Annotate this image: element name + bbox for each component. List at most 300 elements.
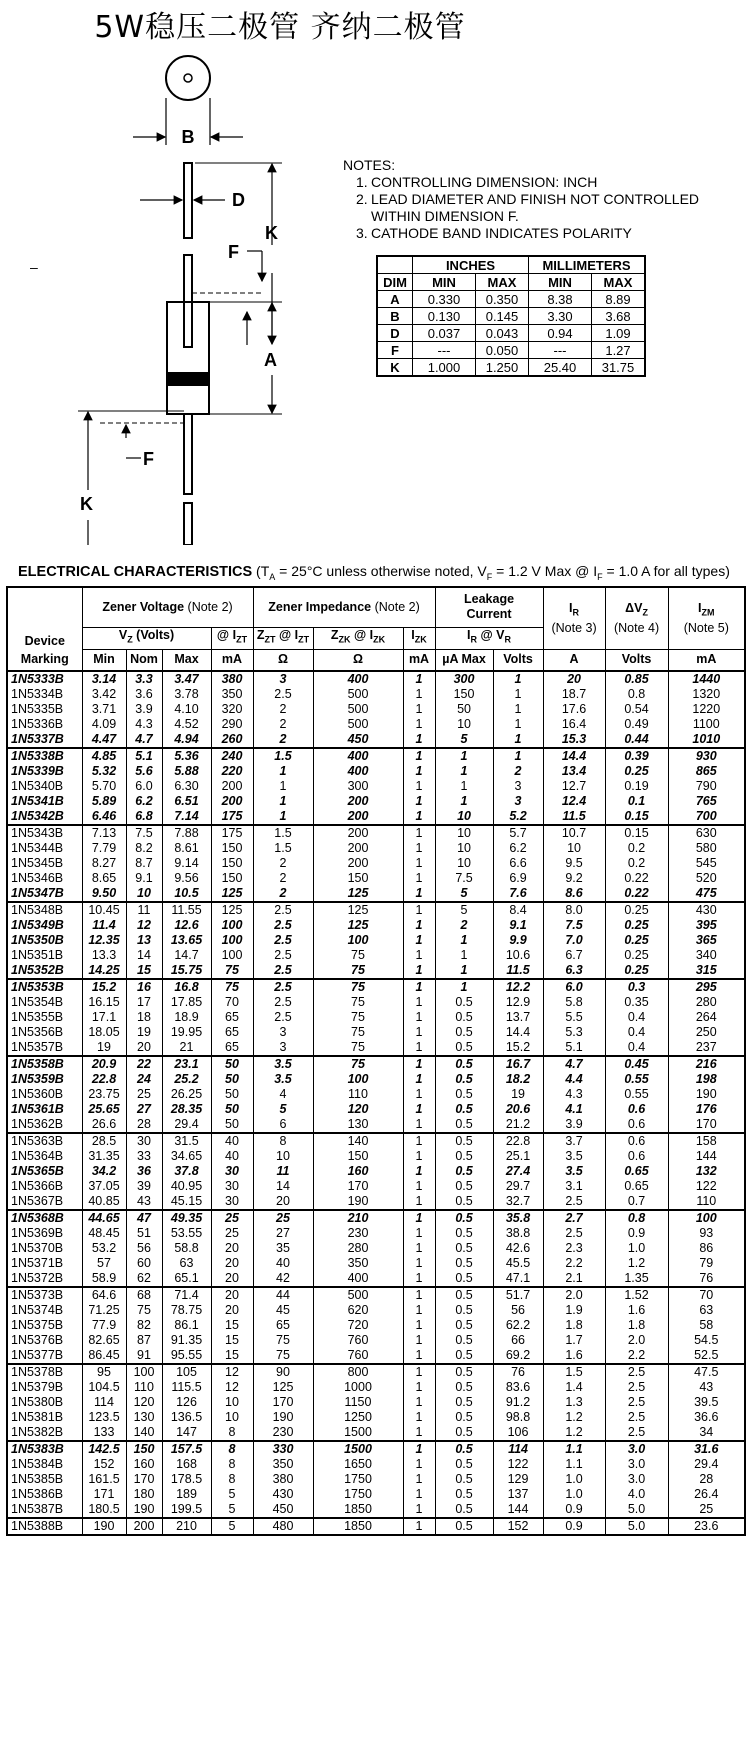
ec-cell: 18.7 [543,687,605,702]
ec-cell: 0.5 [435,1194,493,1210]
dim-value: 0.050 [476,342,529,359]
ec-cell: 43 [126,1194,162,1210]
ec-cell: 1250 [313,1410,403,1425]
device-marking: 1N5338B [7,748,82,764]
ec-table-row [7,1102,745,1117]
ec-cell: 17.85 [162,995,211,1010]
ec-cell: 12.6 [162,918,211,933]
ec-cell: 1 [493,748,543,764]
ec-cell: 500 [313,687,403,702]
ec-cell: 125 [211,886,253,902]
ec-table-row [7,1164,745,1179]
ec-cell: 2.5 [253,979,313,995]
ec-cell: 75 [313,995,403,1010]
ec-cell: 1 [435,779,493,794]
ec-cell: 0.5 [435,1271,493,1287]
device-marking: 1N5356B [7,1025,82,1040]
ec-cell: 1 [403,1194,435,1210]
ec-cell: 122 [493,1457,543,1472]
hdr-unit-5: Ω [313,649,403,671]
ec-cell: 8.61 [162,841,211,856]
label-b: B [181,127,195,147]
ec-cell: 25 [253,1210,313,1226]
ec-cell: 15.2 [493,1040,543,1056]
ec-cell: 25 [126,1087,162,1102]
dim-value: 1.000 [413,359,476,377]
ec-cell: 480 [253,1518,313,1535]
ec-cell: 87 [126,1333,162,1348]
ec-cell: 0.5 [435,1133,493,1149]
ec-cell: 58.8 [162,1241,211,1256]
ec-cell: 1 [403,1025,435,1040]
dim-value: 0.350 [476,291,529,308]
ec-cell: 100 [668,1210,745,1226]
ec-cell: 31.6 [668,1441,745,1457]
device-marking: 1N5365B [7,1164,82,1179]
ec-cell: 29.7 [493,1179,543,1194]
ec-cell: 25.1 [493,1149,543,1164]
ec-cell: 400 [313,1271,403,1287]
ec-cell: 0.5 [435,1425,493,1441]
ec-cell: 1 [403,856,435,871]
ec-table-row [7,963,745,979]
ec-cell: 5.8 [543,995,605,1010]
hdr-units-row [7,649,745,671]
ec-cell: 190 [253,1410,313,1425]
ec-cell: 4.0 [605,1487,668,1502]
ec-cell: 1.7 [543,1333,605,1348]
ec-table-row [7,841,745,856]
ec-table-row [7,1333,745,1348]
ec-cell: 28.35 [162,1102,211,1117]
ec-cell: 2.7 [543,1210,605,1226]
ec-cell: 230 [313,1226,403,1241]
ec-cell: 1 [403,1333,435,1348]
ec-cell: 25 [668,1502,745,1518]
ec-cell: 220 [211,764,253,779]
ec-cell: 0.5 [435,1102,493,1117]
ec-cell: 75 [313,1025,403,1040]
device-marking: 1N5374B [7,1303,82,1318]
device-marking: 1N5363B [7,1133,82,1149]
ec-cell: 27 [126,1102,162,1117]
ec-cell: 1.2 [605,1256,668,1271]
ec-cell: 8.7 [126,856,162,871]
ec-cell: 158 [668,1133,745,1149]
device-marking: 1N5385B [7,1472,82,1487]
ec-cell: 0.5 [435,1303,493,1318]
ec-table-row [7,1117,745,1133]
ec-cell: 0.35 [605,995,668,1010]
ec-table-row [7,671,745,687]
ec-cell: 5.3 [543,1025,605,1040]
ec-cell: 16.4 [543,717,605,732]
ec-cell: 1 [403,948,435,963]
ec-table-row [7,687,745,702]
ec-cell: 152 [493,1518,543,1535]
device-marking: 1N5339B [7,764,82,779]
ec-cell: 5.88 [162,764,211,779]
ec-cell: 110 [313,1087,403,1102]
device-marking: 1N5384B [7,1457,82,1472]
ec-cell: 3.47 [162,671,211,687]
ec-cell: 58.9 [82,1271,126,1287]
ec-cell: 4.09 [82,717,126,732]
ec-cell: 150 [211,871,253,886]
hdr-device: Device [7,587,82,649]
ec-cell: 1750 [313,1472,403,1487]
ec-cell: 47.1 [493,1271,543,1287]
dim-header-max-in: MAX [476,274,529,291]
ec-cell: 0.3 [605,979,668,995]
ec-cell: 25.2 [162,1072,211,1087]
ec-cell: 15.75 [162,963,211,979]
ec-table-row [7,702,745,717]
ec-cell: 56 [126,1241,162,1256]
ec-cell: 8 [211,1425,253,1441]
ec-cell: 2 [253,886,313,902]
hdr-zener-impedance: Zener Impedance (Note 2) [253,587,435,627]
ec-cell: 76 [668,1271,745,1287]
device-marking: 1N5368B [7,1210,82,1226]
device-marking: 1N5362B [7,1117,82,1133]
ec-cell: 98.8 [493,1410,543,1425]
ec-cell: 78.75 [162,1303,211,1318]
ec-cell: 0.39 [605,748,668,764]
ec-cell: 150 [211,856,253,871]
ec-cell: 39.5 [668,1395,745,1410]
ec-cell: 132 [668,1164,745,1179]
ec-cell: 315 [668,963,745,979]
ec-cell: 380 [253,1472,313,1487]
ec-cell: 0.5 [435,1518,493,1535]
ec-cell: 2.5 [253,995,313,1010]
ec-cell: 1440 [668,671,745,687]
ec-cell: 1150 [313,1395,403,1410]
ec-cell: 26.4 [668,1487,745,1502]
device-marking: 1N5388B [7,1518,82,1535]
ec-cell: 0.5 [435,1226,493,1241]
ec-cell: 250 [668,1025,745,1040]
ec-cell: 0.45 [605,1056,668,1072]
ec-cell: 13.3 [82,948,126,963]
ec-cell: 30 [211,1179,253,1194]
ec-cell: 760 [313,1333,403,1348]
ec-cell: 1.2 [543,1425,605,1441]
ec-cell: 70 [211,995,253,1010]
ec-cell: 200 [313,841,403,856]
ec-cell: 1 [435,794,493,809]
ec-cell: 8.4 [493,902,543,918]
ec-cell: 5.1 [543,1040,605,1056]
ec-cell: 2 [253,732,313,748]
ec-cell: 22.8 [82,1072,126,1087]
device-marking: 1N5346B [7,871,82,886]
ec-cell: 33 [126,1149,162,1164]
ec-cell: 75 [211,979,253,995]
ec-cell: 1.2 [543,1410,605,1425]
ec-cell: 53.2 [82,1241,126,1256]
ec-cell: 200 [313,856,403,871]
ec-cell: 0.5 [435,1502,493,1518]
ec-cell: 0.25 [605,902,668,918]
ec-cell: 0.5 [435,1380,493,1395]
ec-cell: 1220 [668,702,745,717]
dim-header-mm: MILLIMETERS [529,256,646,274]
device-marking: 1N5386B [7,1487,82,1502]
ec-cell: 3.78 [162,687,211,702]
device-marking: 1N5361B [7,1102,82,1117]
ec-cell: 0.49 [605,717,668,732]
dim-label: D [377,325,413,342]
hdr-unit-2: Max [162,649,211,671]
ec-table-row [7,1318,745,1333]
ec-cell: 1.5 [253,841,313,856]
ec-cell: 1 [253,809,313,825]
ec-cell: 7.79 [82,841,126,856]
ec-cell: 0.6 [605,1102,668,1117]
ec-cell: 6.0 [126,779,162,794]
ec-cell: 6 [253,1117,313,1133]
ec-cell: 3.1 [543,1179,605,1194]
ec-cell: 130 [126,1410,162,1425]
dim-row [377,291,645,308]
ec-cell: 8 [253,1133,313,1149]
ec-cell: 240 [211,748,253,764]
ec-table-row [7,1425,745,1441]
ec-cell: 1 [403,779,435,794]
ec-cell: 14.4 [493,1025,543,1040]
ec-cell: 1 [403,1518,435,1535]
ec-table-row [7,1025,745,1040]
ec-cell: 15 [211,1348,253,1364]
ec-table-row [7,995,745,1010]
device-marking: 1N5387B [7,1502,82,1518]
ec-cell: 142.5 [82,1441,126,1457]
ec-cell: 123.5 [82,1410,126,1425]
ec-cell: 3 [253,1040,313,1056]
ec-cell: 2.5 [605,1425,668,1441]
ec-cell: 1 [435,948,493,963]
ec-cell: 125 [313,886,403,902]
ec-cell: 2.5 [605,1380,668,1395]
ec-cell: 340 [668,948,745,963]
ec-cell: 2.5 [605,1395,668,1410]
device-marking: 1N5347B [7,886,82,902]
ec-cell: 2.0 [605,1333,668,1348]
ec-cell: 0.19 [605,779,668,794]
ec-cell: 1.52 [605,1287,668,1303]
ec-cell: 1 [403,825,435,841]
ec-cell: 5.70 [82,779,126,794]
ec-cell: 5 [435,886,493,902]
dim-label: F [377,342,413,359]
ec-cell: 11.4 [82,918,126,933]
dim-row [377,325,645,342]
ec-table-row [7,918,745,933]
ec-cell: 1 [403,702,435,717]
ec-cell: 190 [126,1502,162,1518]
ec-cell: 10.7 [543,825,605,841]
device-marking: 1N5380B [7,1395,82,1410]
ec-cell: 1 [493,687,543,702]
ec-table-row [7,1441,745,1457]
ec-cell: 5.5 [543,1010,605,1025]
ec-cell: 147 [162,1425,211,1441]
ec-cell: 2.5 [253,948,313,963]
ec-cell: 95.55 [162,1348,211,1364]
ec-cell: 1 [253,794,313,809]
ec-cell: 150 [126,1441,162,1457]
ec-cell: 190 [313,1194,403,1210]
hdr-marking: Marking [7,649,82,671]
ec-cell: 8 [211,1441,253,1457]
ec-cell: 2 [493,764,543,779]
ec-cell: 4.52 [162,717,211,732]
ec-cell: 200 [313,809,403,825]
dim-value: 31.75 [592,359,646,377]
ec-cell: 290 [211,717,253,732]
hdr-unit-8: Volts [493,649,543,671]
ec-cell: 0.1 [605,794,668,809]
device-marking: 1N5369B [7,1226,82,1241]
dim-label: K [377,359,413,377]
ec-cell: 0.6 [605,1133,668,1149]
ec-table-row [7,1502,745,1518]
ec-cell: 1.6 [605,1303,668,1318]
ec-cell: 3.5 [543,1164,605,1179]
ec-cell: 1 [403,1226,435,1241]
ec-cell: 14 [126,948,162,963]
ec-cell: 0.9 [605,1226,668,1241]
ec-cell: 180.5 [82,1502,126,1518]
ec-cell: 580 [668,841,745,856]
ec-cell: 4.4 [543,1072,605,1087]
ec-cell: 11 [253,1164,313,1179]
ec-cell: 0.5 [435,1117,493,1133]
ec-cell: 1 [403,1117,435,1133]
ec-cell: 500 [313,717,403,732]
ec-cell: 86.1 [162,1318,211,1333]
ec-table-row [7,1271,745,1287]
ec-cell: 2.5 [253,902,313,918]
ec-cell: 0.5 [435,1179,493,1194]
ec-cell: 1100 [668,717,745,732]
ec-cell: 137 [493,1487,543,1502]
label-f-top: F [228,242,239,262]
ec-cell: 10.45 [82,902,126,918]
device-marking: 1N5340B [7,779,82,794]
ec-cell: 1 [403,1487,435,1502]
ec-cell: 6.7 [543,948,605,963]
ec-cell: 1 [403,1348,435,1364]
ec-cell: 4.7 [543,1056,605,1072]
ec-cell: 120 [126,1395,162,1410]
ec-cell: 1320 [668,687,745,702]
ec-cell: 0.5 [435,1087,493,1102]
ec-cell: 28 [126,1117,162,1133]
ec-cell: 350 [253,1457,313,1472]
hdr-zener-voltage: Zener Voltage (Note 2) [82,587,253,627]
ec-cell: 3.71 [82,702,126,717]
ec-cell: 10.6 [493,948,543,963]
ec-cell: 1010 [668,732,745,748]
ec-cell: 1 [403,995,435,1010]
ec-cell: 43 [668,1380,745,1395]
ec-cell: 175 [211,825,253,841]
ec-table-row [7,1241,745,1256]
ec-cell: 1 [403,1457,435,1472]
ec-cell: 66 [493,1333,543,1348]
dash-mark: – [30,259,38,275]
ec-cell: 15 [211,1318,253,1333]
ec-cell: 1.0 [543,1487,605,1502]
ec-cell: 34 [668,1425,745,1441]
ec-cell: 5 [211,1502,253,1518]
ec-cell: 3.6 [126,687,162,702]
device-marking: 1N5343B [7,825,82,841]
ec-cell: 3.5 [253,1056,313,1072]
ec-cell: 2.2 [605,1348,668,1364]
hdr-unit-6: mA [403,649,435,671]
ec-table-row [7,779,745,794]
ec-cell: 4.7 [126,732,162,748]
ec-cell: 22 [126,1056,162,1072]
ec-cell: 10.5 [162,886,211,902]
ec-cell: 30 [211,1194,253,1210]
ec-cell: 3.7 [543,1133,605,1149]
ec-cell: 1 [493,717,543,732]
ec-cell: 1 [403,1149,435,1164]
ec-cell: 11.5 [543,809,605,825]
device-marking: 1N5376B [7,1333,82,1348]
dim-value: 0.330 [413,291,476,308]
ec-cell: 100 [313,1072,403,1087]
ec-cell: 7.5 [126,825,162,841]
ec-cell: 380 [211,671,253,687]
ec-cell: 18 [126,1010,162,1025]
ec-cell: 765 [668,794,745,809]
ec-cell: 2 [253,871,313,886]
ec-cell: 8 [211,1472,253,1487]
ec-cell: 90 [253,1364,313,1380]
ec-table-row [7,794,745,809]
ec-cell: 47 [126,1210,162,1226]
ec-cell: 295 [668,979,745,995]
ec-cell: 95 [82,1364,126,1380]
ec-cell: 520 [668,871,745,886]
ec-cell: 1.3 [543,1395,605,1410]
hdr-izm: $I_{ZM}$ (Note 5) [668,587,745,649]
ec-cell: 30 [211,1164,253,1179]
ec-cell: 720 [313,1318,403,1333]
ec-cell: 620 [313,1303,403,1318]
ec-table-row [7,933,745,948]
ec-cell: 12.7 [543,779,605,794]
device-marking: 1N5378B [7,1364,82,1380]
ec-cell: 0.54 [605,702,668,717]
dim-value: 0.043 [476,325,529,342]
ec-cell: 5.1 [126,748,162,764]
ec-cell: 10 [435,825,493,841]
ec-table-row [7,1518,745,1535]
dim-value: 1.09 [592,325,646,342]
ec-cell: 25 [211,1210,253,1226]
ec-cell: 125 [253,1380,313,1395]
ec-cell: 38.8 [493,1226,543,1241]
ec-cell: 1 [403,764,435,779]
ec-cell: 6.6 [493,856,543,871]
